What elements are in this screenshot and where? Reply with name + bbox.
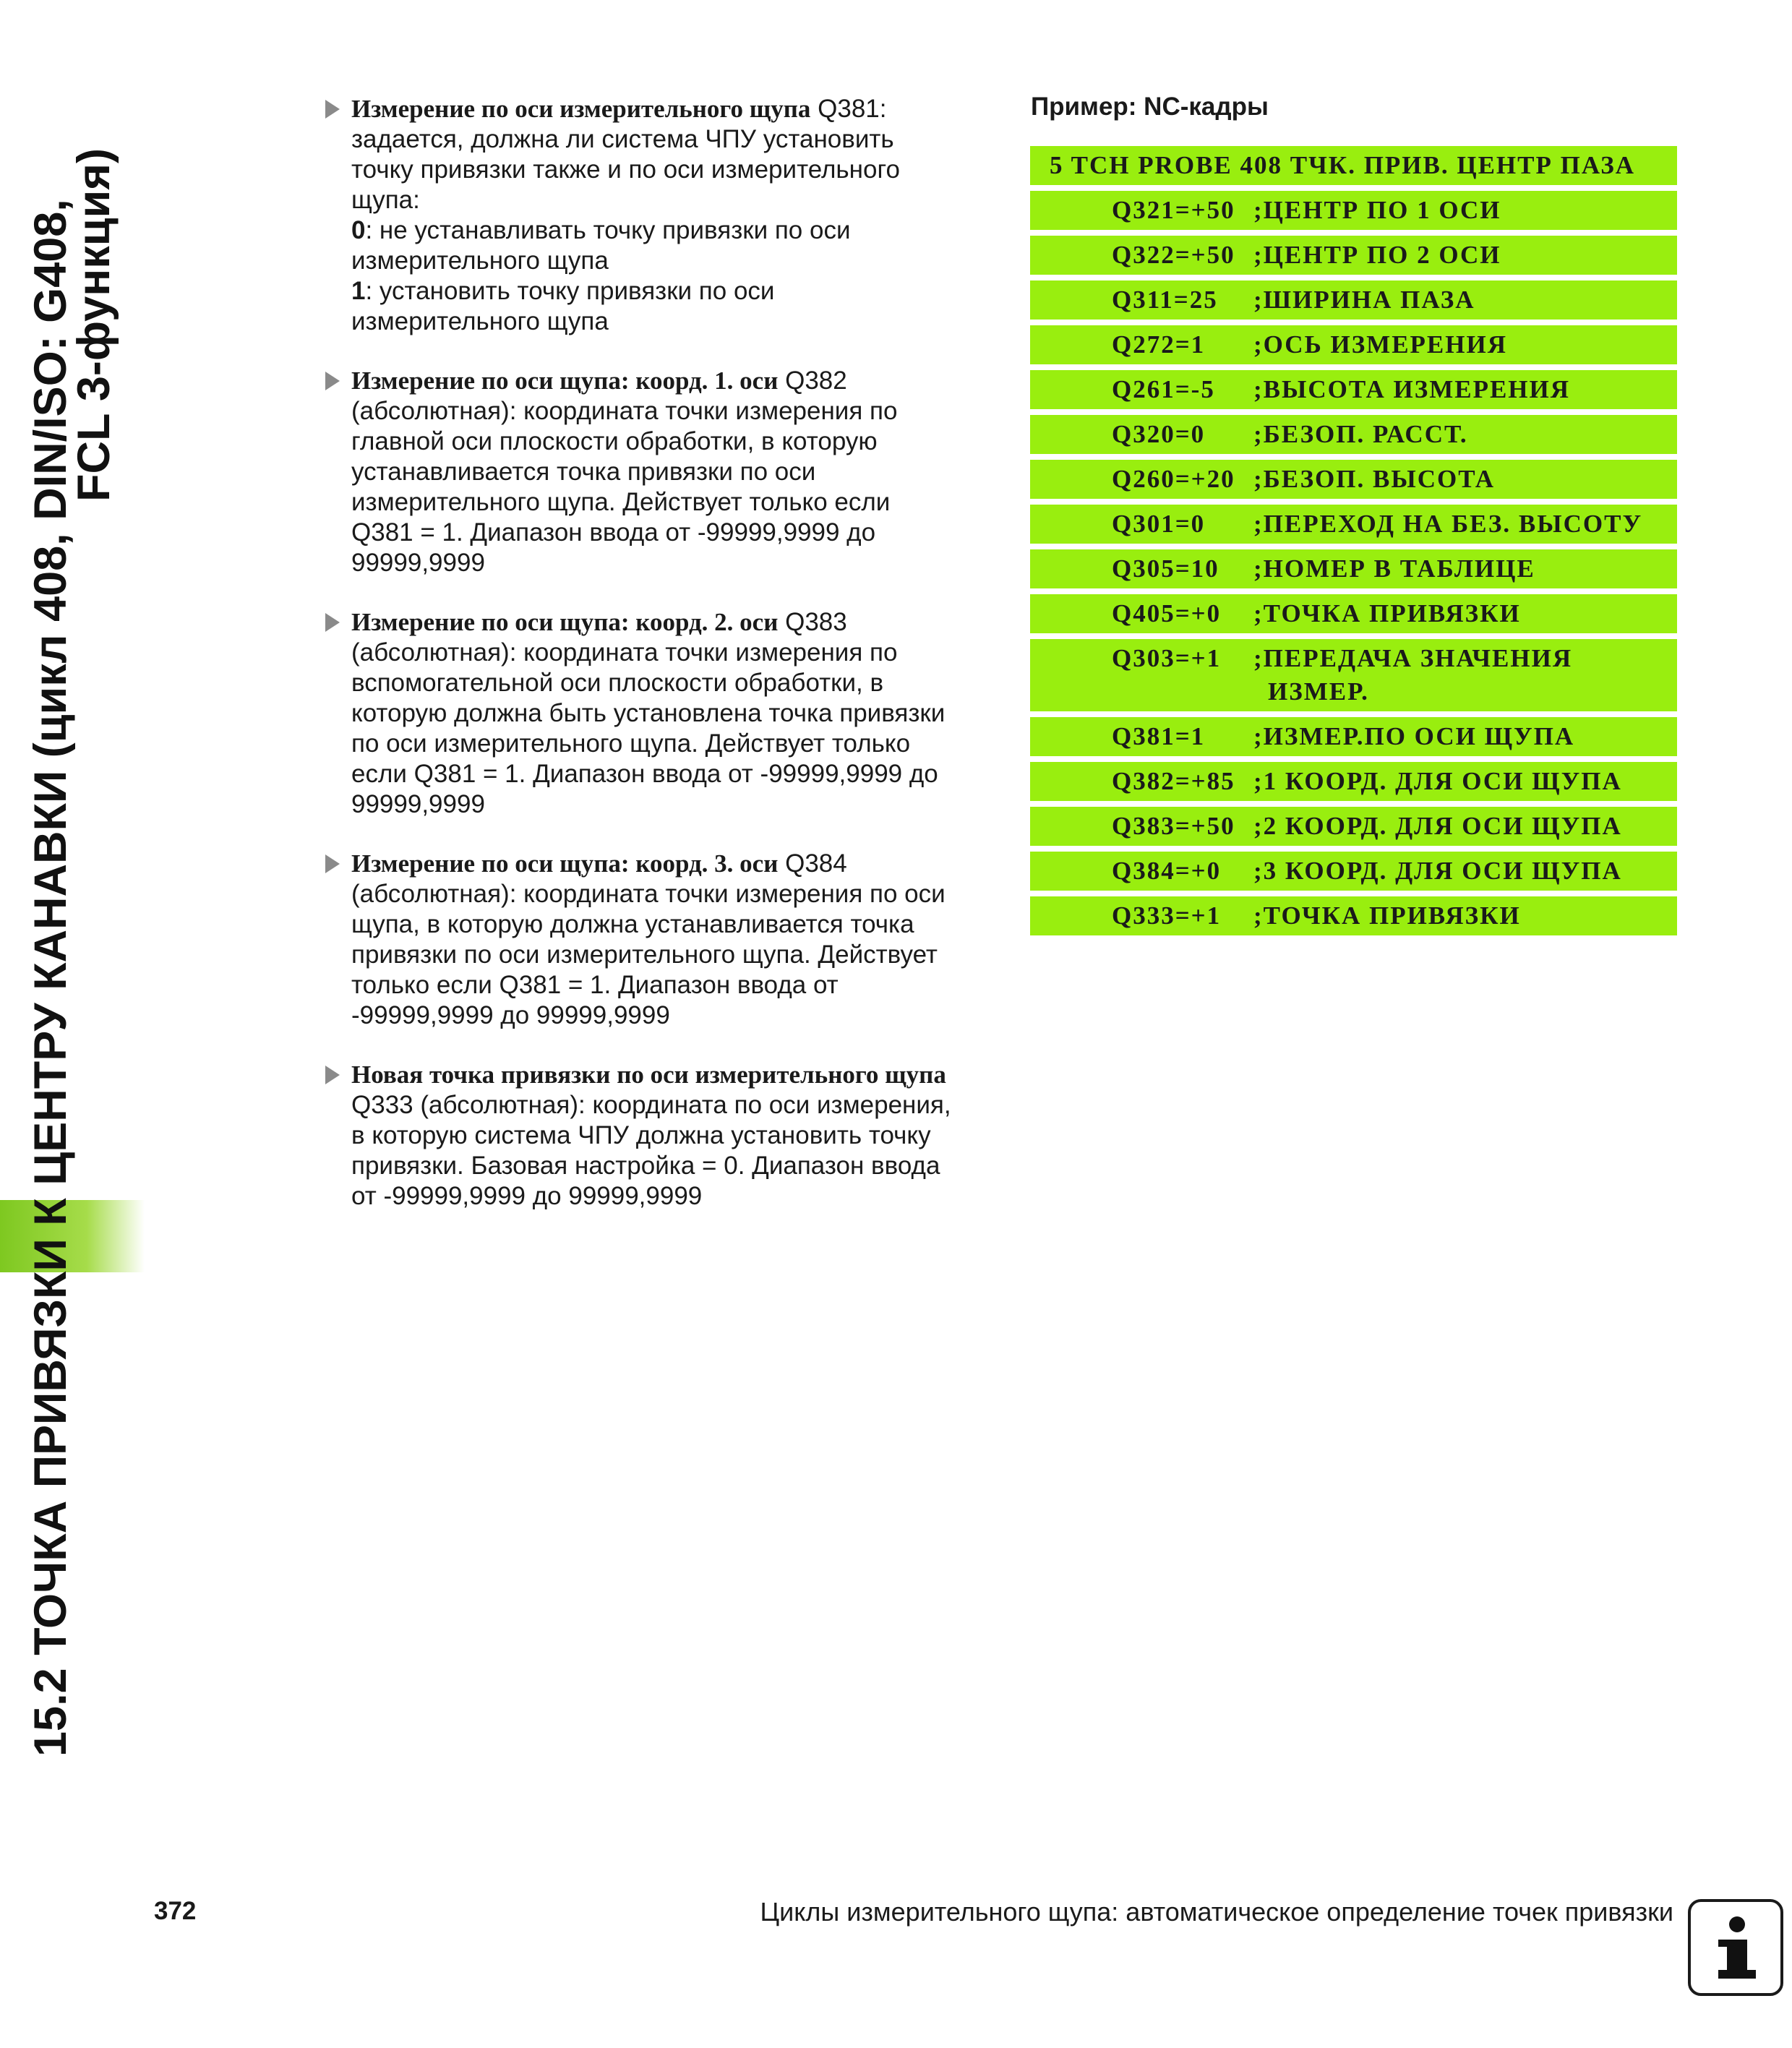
nc-row <box>1030 762 1677 801</box>
nc-comment-line: ;ОСЬ ИЗМЕРЕНИЯ <box>1253 330 1507 359</box>
nc-comment-line: ;ШИРИНА ПАЗА <box>1253 286 1475 314</box>
nc-comment <box>1253 720 1677 753</box>
nc-comment-line: ;2 КООРД. ДЛЯ ОСИ ЩУПА <box>1253 812 1622 840</box>
param-code: Q383 <box>778 608 847 636</box>
option-text: измерительного щупа <box>351 307 609 335</box>
param-name: Измерение по оси щупа: коорд. 2. оси <box>351 608 779 636</box>
param-code: Q382 <box>778 367 847 395</box>
param-text-line: Q381 = 1. Диапазон ввода от -99999,9999 до <box>351 518 876 547</box>
nc-q-parameter: Q384=+0 <box>1112 857 1222 885</box>
nc-comment <box>1253 810 1677 843</box>
nc-q-parameter: Q305=10 <box>1112 554 1219 583</box>
nc-comment <box>1253 194 1677 227</box>
nc-q-parameter: Q272=1 <box>1112 330 1206 359</box>
nc-row <box>1030 280 1677 320</box>
footer-text: Циклы измерительного щупа: автоматическое определение точек привязки <box>760 1897 1673 1927</box>
param-text-line: привязки. Базовая настройка = 0. Диапазон ввода <box>351 1152 940 1180</box>
nc-comment <box>1253 899 1677 933</box>
param-q383 <box>324 607 989 820</box>
nc-comment-line: ;ТОЧКА ПРИВЯЗКИ <box>1253 901 1521 930</box>
nc-q-parameter: Q405=+0 <box>1112 599 1222 627</box>
param-text-line: 99999,9999 <box>351 549 485 577</box>
param-name: Измерение по оси щупа: коорд. 1. оси <box>351 367 779 395</box>
param-text-line: вспомогательной оси плоскости обработки, в <box>351 669 884 697</box>
nc-comment-line: ;1 КООРД. ДЛЯ ОСИ ЩУПА <box>1253 767 1622 795</box>
nc-q-parameter: Q381=1 <box>1112 722 1206 750</box>
nc-comment-line: ;БЕЗОП. РАССТ. <box>1253 420 1468 448</box>
option-text: : не устанавливать точку привязки по оси <box>365 216 851 244</box>
param-q381 <box>324 94 989 337</box>
nc-q-parameter: Q333=+1 <box>1112 901 1222 930</box>
nc-row <box>1030 460 1677 499</box>
chapter-title-line-2: FCL 3-функция) <box>69 148 119 502</box>
param-text-line: (абсолютная): координата точки измерения по <box>351 397 898 425</box>
nc-q-parameter: Q260=+20 <box>1112 465 1235 493</box>
nc-q-parameter: Q303=+1 <box>1112 644 1222 672</box>
example-heading: Пример: NC-кадры <box>1031 93 1269 121</box>
param-text-line: (абсолютная): координата точки измерения по оси <box>351 880 946 908</box>
param-code: Q384 <box>778 849 847 878</box>
bullet-arrow-icon <box>325 100 340 119</box>
param-q333 <box>324 1060 989 1212</box>
nc-comment-line: ;ИЗМЕР.ПО ОСИ ЩУПА <box>1253 722 1575 750</box>
nc-comment-line: ;ЦЕНТР ПО 2 ОСИ <box>1253 241 1501 269</box>
nc-q-parameter: Q261=-5 <box>1112 375 1215 403</box>
param-name: Измерение по оси щупа: коорд. 3. оси <box>351 849 779 878</box>
option-text: измерительного щупа <box>351 247 609 275</box>
nc-row <box>1030 807 1677 846</box>
chapter-title-line-1: 15.2 ТОЧКА ПРИВЯЗКИ К ЦЕНТРУ КАНАВКИ (цикл 408, DIN/ISO: G408, <box>25 199 76 1757</box>
nc-comment-line: ;3 КООРД. ДЛЯ ОСИ ЩУПА <box>1253 857 1622 885</box>
param-text-line: 99999,9999 <box>351 790 485 818</box>
param-text-line: от -99999,9999 до 99999,9999 <box>351 1182 703 1210</box>
param-text-line: щупа, в которую должна устанавливается точка <box>351 910 914 938</box>
option-key: 1 <box>351 277 366 305</box>
nc-row <box>1030 505 1677 544</box>
nc-comment-line: ИЗМЕР. <box>1268 677 1369 706</box>
nc-row <box>1030 236 1677 275</box>
nc-comment-line: ;НОМЕР В ТАБЛИЦЕ <box>1253 554 1535 583</box>
nc-row <box>1030 415 1677 454</box>
nc-row <box>1030 717 1677 756</box>
nc-comment-line: ;ТОЧКА ПРИВЯЗКИ <box>1253 599 1521 627</box>
nc-comment <box>1253 507 1677 541</box>
param-text-line: в которую система ЧПУ должна установить точку <box>351 1121 931 1149</box>
nc-comment <box>1253 328 1677 361</box>
nc-q-parameter: Q383=+50 <box>1112 812 1235 840</box>
bullet-arrow-icon <box>325 1066 340 1084</box>
bullet-arrow-icon <box>325 372 340 390</box>
bullet-arrow-icon <box>325 613 340 632</box>
param-text-line: задается, должна ли система ЧПУ установить <box>351 125 894 153</box>
param-text-line: главной оси плоскости обработки, в которую <box>351 427 878 455</box>
info-icon <box>1688 1899 1783 1996</box>
param-q384 <box>324 849 989 1031</box>
nc-comment <box>1253 373 1677 406</box>
param-text-line: если Q381 = 1. Диапазон ввода от -99999,9999 до <box>351 760 938 788</box>
param-text-line: точку привязки также и по оси измерительного <box>351 155 900 184</box>
param-text-line: которую должна быть установлена точка привязки <box>351 699 946 727</box>
nc-row <box>1030 896 1677 935</box>
nc-comment <box>1253 463 1677 496</box>
nc-comment-line: ;ЦЕНТР ПО 1 ОСИ <box>1253 196 1501 224</box>
nc-row <box>1030 852 1677 891</box>
param-text-line: только если Q381 = 1. Диапазон ввода от <box>351 971 839 999</box>
nc-comment <box>1253 765 1677 798</box>
nc-comment <box>1253 597 1677 630</box>
nc-row <box>1030 594 1677 633</box>
param-text-line: по оси измерительного щупа. Действует только <box>351 729 911 758</box>
chapter-title <box>25 94 119 1757</box>
page-number: 372 <box>154 1897 197 1925</box>
nc-comment <box>1253 642 1677 708</box>
nc-q-parameter: Q301=0 <box>1112 510 1206 538</box>
param-q382 <box>324 366 989 578</box>
nc-comment <box>1253 283 1677 317</box>
param-code: Q381: <box>810 95 887 123</box>
nc-q-parameter: Q382=+85 <box>1112 767 1235 795</box>
bullet-arrow-icon <box>325 854 340 873</box>
nc-first-line: 5 TCH PROBE 408 ТЧК. ПРИВ. ЦЕНТР ПАЗА <box>1030 146 1677 185</box>
param-text-line: устанавливается точка привязки по оси <box>351 458 816 486</box>
nc-comment <box>1253 552 1677 586</box>
nc-comment <box>1253 418 1677 451</box>
nc-q-parameter: Q320=0 <box>1112 420 1206 448</box>
nc-row <box>1030 191 1677 230</box>
nc-comment <box>1253 854 1677 888</box>
nc-q-parameter: Q311=25 <box>1112 286 1218 314</box>
nc-q-parameter: Q322=+50 <box>1112 241 1235 269</box>
param-name: Измерение по оси измерительного щупа <box>351 95 811 123</box>
nc-comment <box>1253 239 1677 272</box>
param-text-line: Q333 (абсолютная): координата по оси измерения, <box>351 1091 951 1119</box>
parameter-list <box>324 94 989 1241</box>
option-text: : установить точку привязки по оси <box>365 277 775 305</box>
nc-comment-line: ;БЕЗОП. ВЫСОТА <box>1253 465 1496 493</box>
param-name: Новая точка привязки по оси измерительного щупа <box>351 1061 946 1089</box>
nc-comment-line: ;ПЕРЕДАЧА ЗНАЧЕНИЯ <box>1253 644 1573 672</box>
nc-row <box>1030 639 1677 711</box>
param-text-line: привязки по оси измерительного щупа. Действует <box>351 941 938 969</box>
param-text-line: щупа: <box>351 186 420 214</box>
param-text-line: (абсолютная): координата точки измерения по <box>351 638 898 667</box>
param-text-line: измерительного щупа. Действует только если <box>351 488 891 516</box>
param-text-line: -99999,9999 до 99999,9999 <box>351 1001 670 1029</box>
option-key: 0 <box>351 216 366 244</box>
nc-comment-line: ;ПЕРЕХОД НА БЕЗ. ВЫСОТУ <box>1253 510 1643 538</box>
nc-q-parameter: Q321=+50 <box>1112 196 1235 224</box>
nc-row <box>1030 370 1677 409</box>
nc-row <box>1030 549 1677 588</box>
nc-row <box>1030 325 1677 364</box>
nc-code-block <box>1030 146 1677 941</box>
nc-comment-line: ;ВЫСОТА ИЗМЕРЕНИЯ <box>1253 375 1571 403</box>
